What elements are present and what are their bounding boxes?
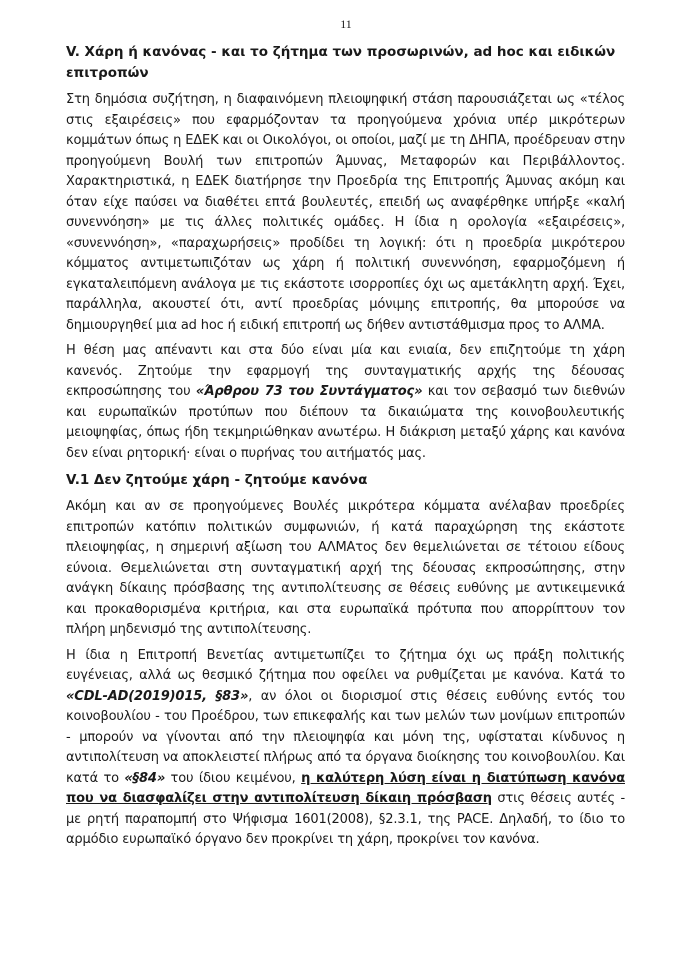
paragraph-text: Η ίδια η Επιτροπή Βενετίας αντιμετωπίζει το ζήτημα όχι ως πράξη πολιτικής ευγένειας, αλλά ως θεσμικό ζήτημα που οφείλει να ρυθμίζεται με κανόνα. Κατά το xyxy=(66,647,625,683)
paragraph-text: του ίδιου κειμένου, xyxy=(165,770,302,786)
page-number: 11 xyxy=(340,17,352,31)
paragraph xyxy=(66,341,625,464)
emphasized-text: η καλύτερη λύση είναι η διατύπωση κανόνα που να διασφαλίζει στην αντιπολίτευση δίκαιη πρόσβαση xyxy=(66,770,625,806)
paragraph: Στη δημόσια συζήτηση, η διαφαινόμενη πλειοψηφική στάση παρουσιάζεται ως «τέλος στις εξαιρέσεις» που εφαρμόζονταν τα προηγούμενα χρόνια υπέρ μικρότερων κομμάτων όπως η ΕΔΕΚ και οι Οικολόγοι, οι οποίοι, μαζί με τη ΔΗΠΑ, προέδρευαν στην προηγούμενη Βουλή των επιτροπών Άμυνας, Μεταφορών και Περιβάλλοντος. Χαρακτηριστικά, η ΕΔΕΚ διατήρησε την Προεδρία της Επιτροπής Άμυνας ακόμη και όταν είχε παύσει να διαθέτει επτά βουλευτές, επειδή ως αναφέρθηκε υπήρξε «καλή συνεννόηση» με τις άλλες πολιτικές ομάδες. Η ίδια η ορολογία «εξαιρέσεις», «συνεννόηση», «παραχωρήσεις» προδίδει τη λογική: ότι η προεδρία μικρότερου κόμματος αντιμετωπιζόταν ως χάρη ή πολιτική συνεννόηση, εφαρμοζόμενη ή εγκαταλειπόμενη ανάλογα με τις εκάστοτε ισορροπίες όχι ως αμετάκλητη αρχή. Έχει, παράλληλα, ακουστεί ότι, αντί προεδρίας μόνιμης επιτροπής, θα μπορούσε να δημιουργηθεί μια ad hoc ή ειδική επιτροπή ως δήθεν αντιστάθμισμα προς το ΑΛΜΑ. xyxy=(66,92,626,333)
subsection-heading: V.1 Δεν ζητούμε χάρη - ζητούμε κανόνα xyxy=(66,472,368,488)
section-heading: V. Χάρη ή κανόνας - και το ζήτημα των προσωρινών, ad hoc και ειδικών επιτροπών xyxy=(66,44,616,81)
paragraph-text: και τον σεβασμό των διεθνών και ευρωπαϊκών προτύπων που διέπουν τα δικαιώματα της κοινοβουλευτικής μειοψηφίας, όπως ήδη τεκμηριώθηκαν ανωτέρω. Η διάκριση μεταξύ χάρης και κανόνα δεν είναι ρητορική· είναι ο πυρήνας του αιτήματός μας. xyxy=(66,384,625,461)
paragraph-text: Η θέση μας απέναντι και στα δύο είναι μία και ενιαία, δεν επιζητούμε τη χάρη κανενός. Ζητούμε την εφαρμογή της συνταγματικής αρχής της δέουσας εκπροσώπησης του xyxy=(66,343,625,399)
paragraph-text: στις θέσεις αυτές - με ρητή παραπομπή στο Ψήφισμα 1601(2008), §2.3.1, της PACE. Δηλαδή, το ίδιο το αρμόδιο ευρωπαϊκό όργανο δεν προκρίνει τη χάρη, προκρίνει τον κανόνα. xyxy=(66,791,625,847)
paragraph-reference: «§84» xyxy=(124,770,166,786)
paragraph: Ακόμη και αν σε προηγούμενες Βουλές μικρότερα κόμματα ανέλαβαν προεδρίες επιτροπών κατόπιν πολιτικών συμφωνιών, ή κατά παραχώρηση της εκάστοτε πλειοψηφίας, η σημερινή αξίωση του ΑΛΜΑτος δεν θεμελιώνεται σε τέτοιου είδους εύνοια. Θεμελιώνεται στη συνταγματική αρχή της δέουσας εκπροσώπησης, στην ανάγκη δίκαιης πρόσβασης της αντιπολίτευσης σε θέσεις ευθύνης με αντικειμενικά και προκαθορισμένα κριτήρια, και στα ευρωπαϊκά πρότυπα που απορρίπτουν τον πλήρη μηδενισμό της αντιπολίτευσης. xyxy=(66,499,625,637)
constitution-article-reference: «Άρθρου 73 του Συντάγματος» xyxy=(195,384,423,399)
document-body xyxy=(66,42,625,856)
venice-commission-reference: «CDL-AD(2019)015, §83» xyxy=(66,688,249,704)
paragraph xyxy=(66,646,625,851)
paragraph-text: , αν όλοι οι διορισμοί στις θέσεις ευθύνης εντός του κοινοβουλίου - του Προέδρου, των επικεφαλής και των μελών των μονίμων επιτροπών - μπορούν να γίνονται από την πλειοψηφία και μόνη της, υφίσταται κίνδυνος η αντιπολίτευση να αποκλειστεί πλήρως από τα όργανα διοίκησης του κοινοβουλίου. Και κατά το xyxy=(66,688,625,786)
